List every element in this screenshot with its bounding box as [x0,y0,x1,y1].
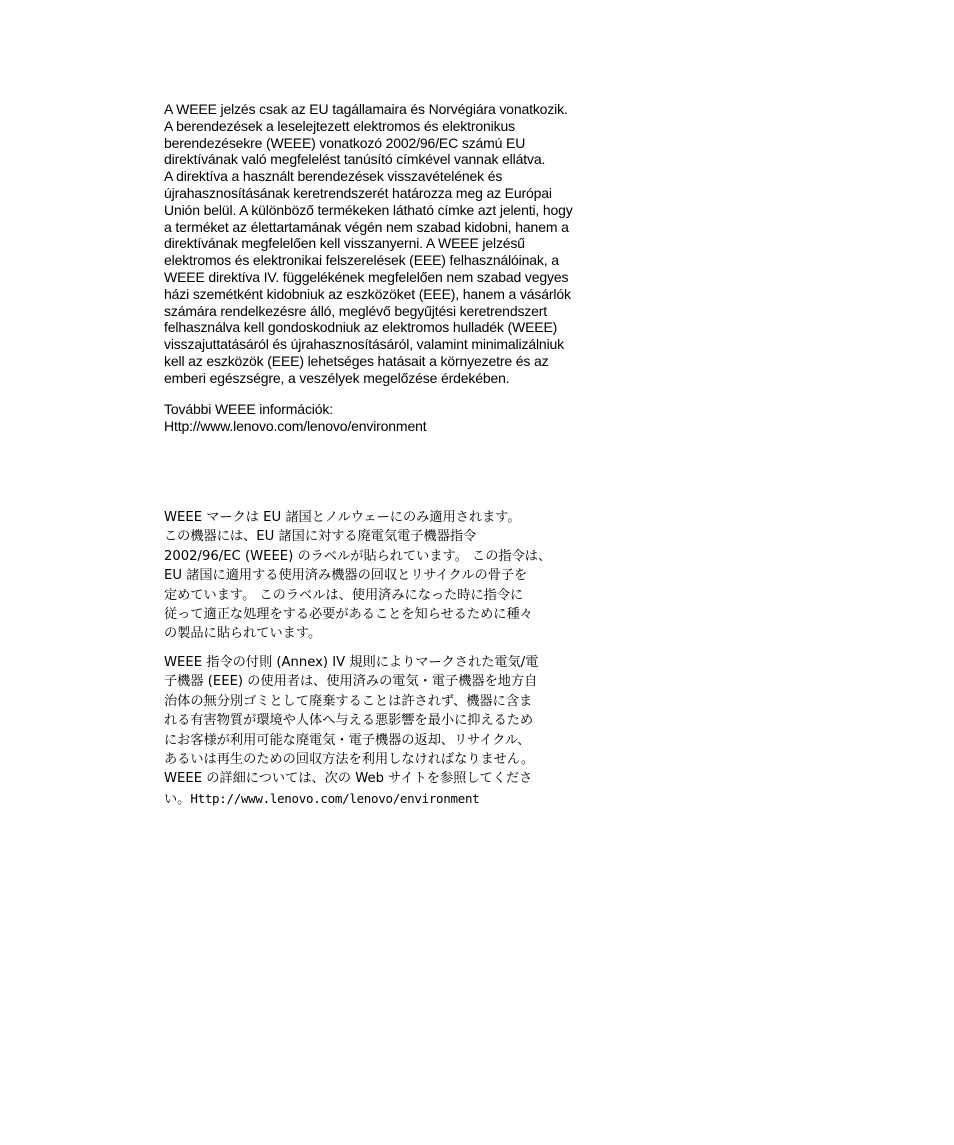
paragraph-line: a terméket az élettartamának végén nem szabad kidobni, hanem a [164,218,569,235]
paragraph-line: kell az eszközök (EEE) lehetséges hatásait a környezetre és az [164,352,549,369]
paragraph-line: A berendezések a leselejtezett elektromos és elektronikus [164,117,515,134]
paragraph-line: felhasználva kell gondoskodniuk az elektromos hulladék (WEEE) [164,319,558,336]
environment-url: Http://www.lenovo.com/lenovo/environment [164,417,427,434]
hungarian-more-info [164,401,426,435]
paragraph-line: WEEE direktíva IV. függelékének megfelelően nem szabad vegyes [164,268,569,285]
paragraph-line: 従って適正な処理をする必要があることを知らせるために種々 [164,607,533,623]
paragraph-line: にお客様が利用可能な廃電気・電子機器の返却、リサイクル、 [164,732,531,748]
paragraph-line: A direktíva a használt berendezések visszavételének és [164,168,503,185]
paragraph-line: 治体の無分別ゴミとして廃棄することは許されず、機器に含ま [164,693,533,709]
paragraph-line: A WEEE jelzés csak az EU tagállamaira és Norvégiára vonatkozik. [164,101,568,117]
hungarian-weee-paragraph [164,101,573,387]
paragraph-line: れる有害物質が環境や人体へ与える悪影響を最小に抑えるため [164,713,534,729]
paragraph-line: 2002/96/EC (WEEE) のラベルが貼られています。 この指令は、 [164,548,552,564]
paragraph-line: 子機器 (EEE) の使用者は、使用済みの電気・電子機器を地方自 [164,674,538,690]
japanese-weee-paragraph-1 [164,508,551,644]
environment-url: Http://www.lenovo.com/lenovo/environment [190,790,480,806]
paragraph-line: direktívának megfelelően kell visszanyerni. A WEEE jelzésű [164,235,525,252]
paragraph-line: この機器には、EU 諸国に対する廃電気電子機器指令 [164,529,477,545]
paragraph-line: EU 諸国に適用する使用済み機器の回収とリサイクルの骨子を [164,568,528,584]
paragraph-last-line [164,789,538,809]
paragraph-line: számára rendelkezésre álló, meglévő begyűjtési keretrendszert [164,302,548,319]
paragraph-line: WEEE マークは EU 諸国とノルウェーにのみ適用されます。 [164,510,521,525]
paragraph-line: WEEE の詳細については、次の Web サイトを参照してくださ [164,771,533,787]
paragraph-line: Unión belül. A különböző termékeken látható címke azt jelenti, hogy [164,201,573,218]
paragraph-line: の製品に貼られています。 [164,626,322,642]
paragraph-line: újrahasznosításának keretrendszerét határozza meg az Európai [164,184,552,201]
paragraph-line: visszajuttatásáról és újrahasznosításáról, valamint minimalizálniuk [164,336,565,353]
last-line-prefix: い。 [164,791,191,807]
more-info-label: További WEEE információk: [164,401,333,417]
paragraph-line: あるいは再生のための回収方法を利用しなければなりません。 [164,752,535,768]
japanese-weee-paragraph-2 [164,653,538,809]
paragraph-line: direktívának való megfelelést tanúsító címkével vannak ellátva. [164,151,546,168]
paragraph-line: emberi egészségre, a veszélyek megelőzése érdekében. [164,369,510,386]
paragraph-line: berendezésekre (WEEE) vonatkozó 2002/96/EC számú EU [164,134,526,151]
paragraph-line: WEEE 指令の付則 (Annex) IV 規則によりマークされた電気/電 [164,655,539,670]
paragraph-line: elektromos és elektronikai felszerelések (EEE) felhasználóinak, a [164,252,559,269]
paragraph-line: 定めています。 このラベルは、使用済みになった時に指令に [164,587,524,603]
paragraph-line: házi szemétként kidobniuk az eszközöket (EEE), hanem a vásárlók [164,285,571,302]
